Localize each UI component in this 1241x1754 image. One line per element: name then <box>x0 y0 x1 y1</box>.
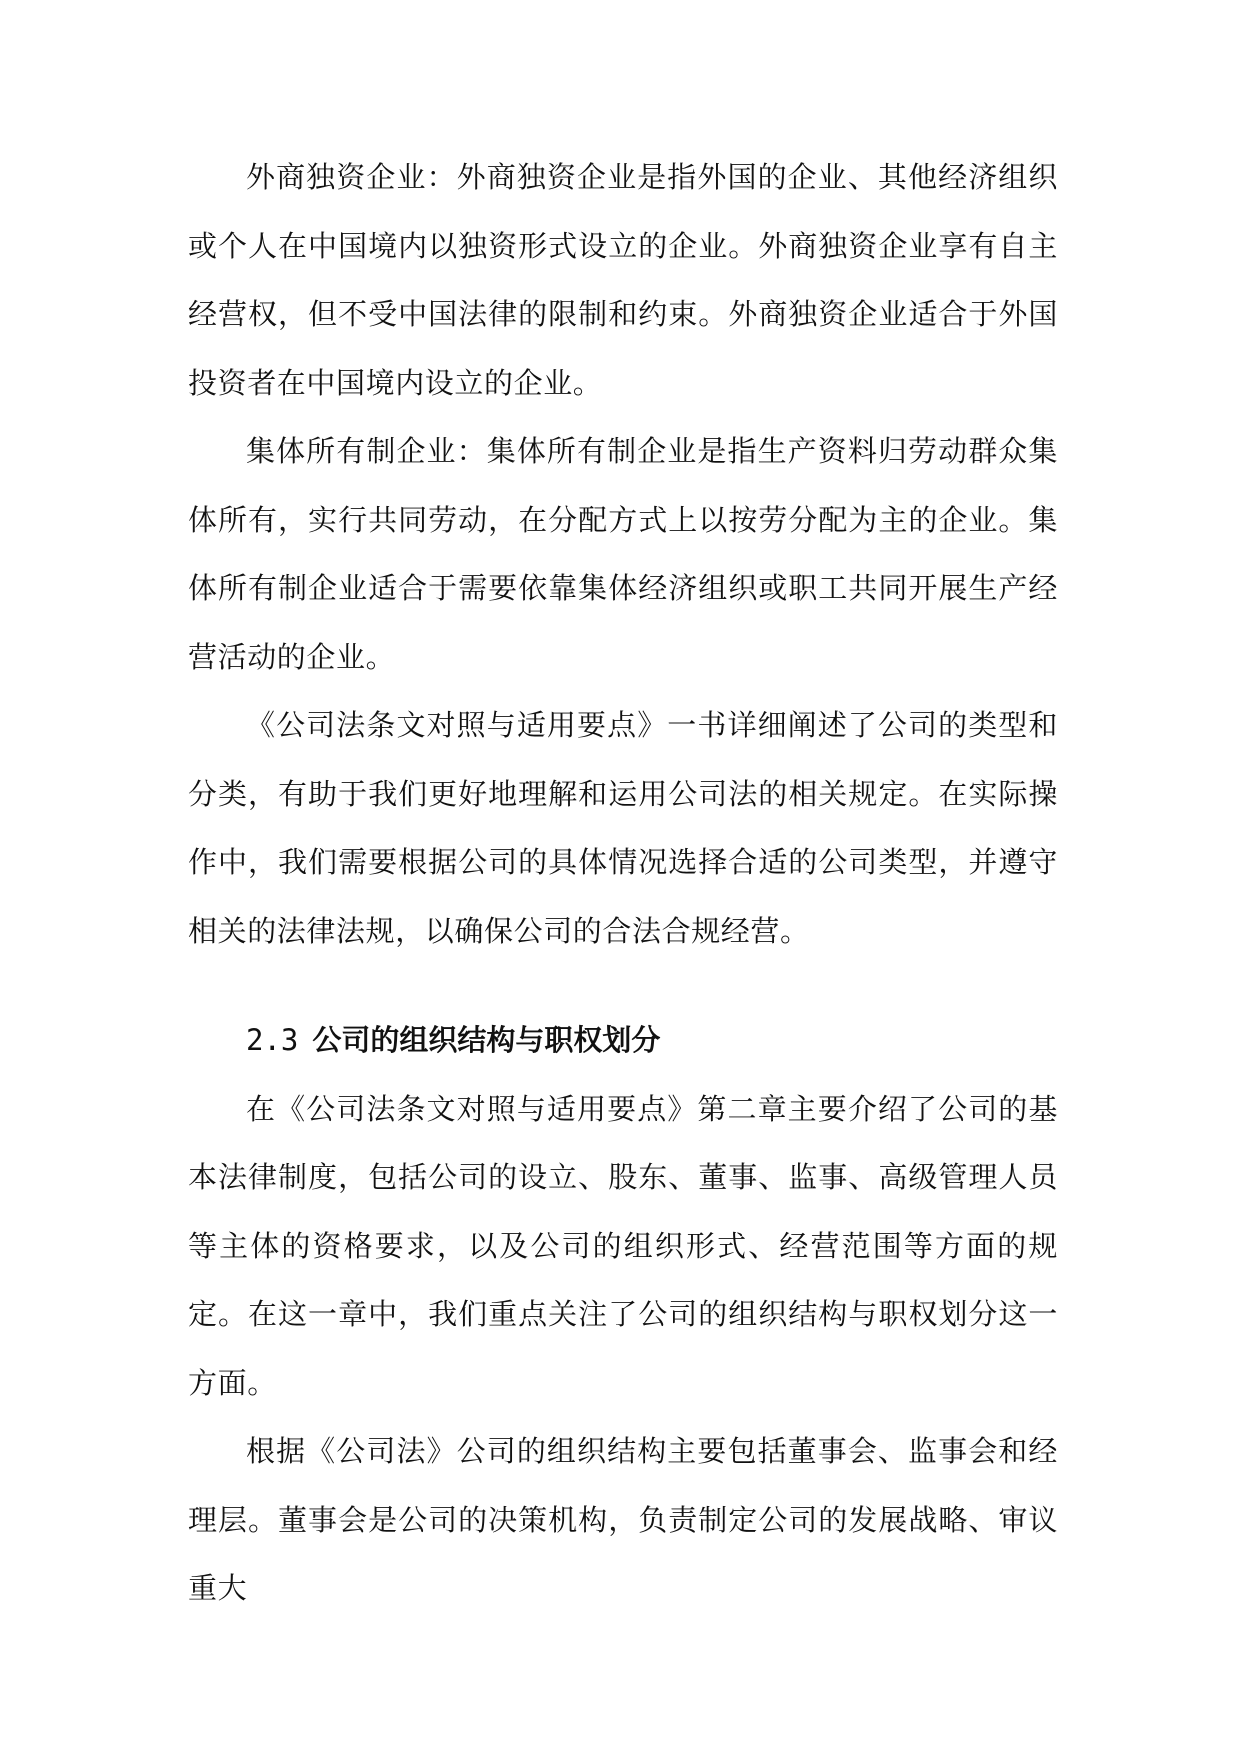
paragraph-chapter-two-intro: 在《公司法条文对照与适用要点》第二章主要介绍了公司的基本法律制度，包括公司的设立、股东、董事、监事、高级管理人员等主体的资格要求，以及公司的组织形式、经营范围等方面的规定。在这一章中，我们重点关注了公司的组织结构与职权划分这一方面。 <box>188 1091 1058 1400</box>
section-title: 公司的组织结构与职权划分 <box>312 1023 661 1057</box>
paragraph-foreign-owned-enterprise: 外商独资企业：外商独资企业是指外国的企业、其他经济组织或个人在中国境内以独资形式设立的企业。外商独资企业享有自主经营权，但不受中国法律的限制和约束。外商独资企业适合于外国投资者在中国境内设立的企业。 <box>188 160 1058 400</box>
paragraph-organization-structure: 根据《公司法》公司的组织结构主要包括董事会、监事会和经理层。董事会是公司的决策机构，负责制定公司的发展战略、审议重大 <box>188 1434 1058 1605</box>
section-number: 2.3 <box>246 1023 299 1057</box>
paragraph-collective-enterprise: 集体所有制企业：集体所有制企业是指生产资料归劳动群众集体所有，实行共同劳动，在分配方式上以按劳分配为主的企业。集体所有制企业适合于需要依靠集体经济组织或职工共同开展生产经营活动的企业。 <box>188 434 1058 674</box>
document-page <box>188 143 1058 1623</box>
section-heading <box>188 1006 1058 1075</box>
paragraph-book-summary: 《公司法条文对照与适用要点》一书详细阐述了公司的类型和分类，有助于我们更好地理解和运用公司法的相关规定。在实际操作中，我们需要根据公司的具体情况选择合适的公司类型，并遵守相关的法律法规，以确保公司的合法合规经营。 <box>188 708 1058 948</box>
